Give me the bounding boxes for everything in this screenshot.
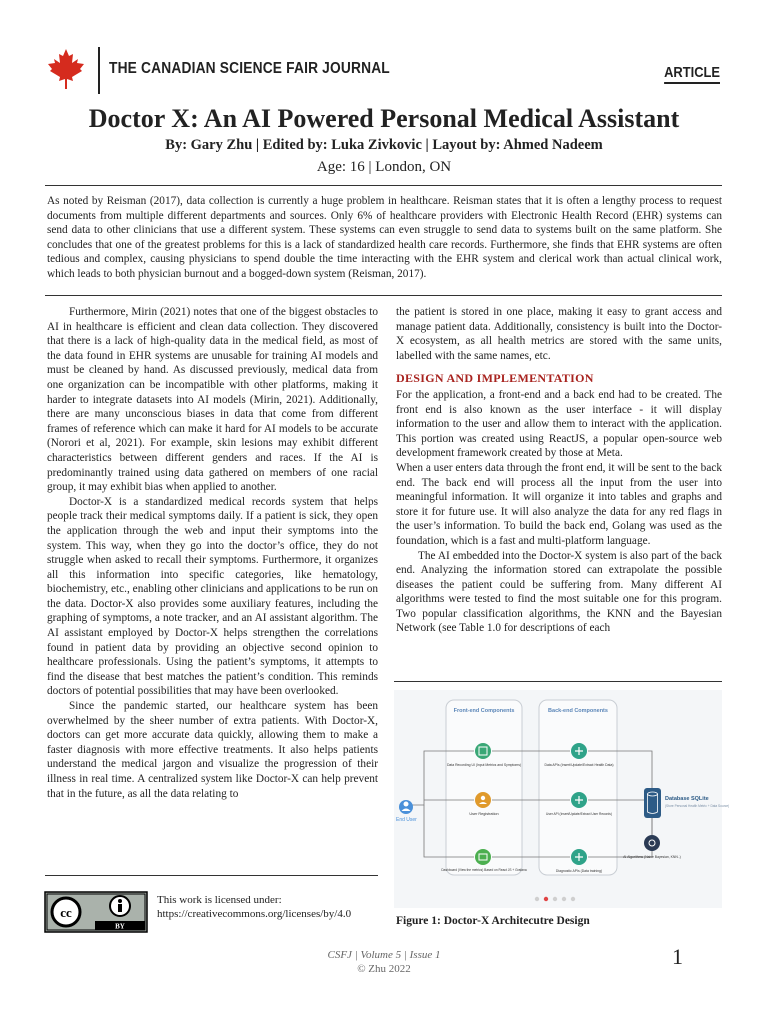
data-recording-label: Data Recording UI (Input Metrics and Symptoms) bbox=[446, 763, 522, 767]
ai-algorithms-icon bbox=[644, 835, 660, 851]
page-footer bbox=[0, 948, 768, 976]
front-end-title: Front-end Components bbox=[453, 708, 515, 714]
cc-by-license-badge bbox=[45, 892, 147, 932]
footer-copyright: © Zhu 2022 bbox=[357, 963, 411, 975]
section-heading: DESIGN AND IMPLEMENTATION bbox=[396, 371, 594, 386]
front-end-box bbox=[446, 700, 522, 875]
data-apis-label: Data APIs (Insert/Update/Extract Health Data) bbox=[544, 763, 614, 767]
diagnostic-apis-label: Diagnostic APIs (Data training) bbox=[555, 869, 603, 873]
user-registration-label: User Registration bbox=[469, 812, 499, 816]
license-line: This work is licensed under: bbox=[157, 894, 282, 906]
database-sublabel: (Store Personal Health Metric + Data Source) bbox=[665, 804, 730, 808]
body-paragraph: Since the pandemic started, our healthcare system has been overwhelmed by the sheer number of extra patients. With Doctor-X, doctors can get more accurate data quickly, allowing them to make a faster diagnosis with more effective treatments. It also helps patients understand the medical jargon and visualize the progression of their illness in real time. A centralized system like Doctor-X can help prevent that in the future, as all the data relating to bbox=[47, 700, 378, 800]
end-user-label: End User bbox=[396, 817, 417, 823]
left-column-bottom-rule bbox=[45, 875, 378, 876]
body-paragraph: Furthermore, Mirin (2021) notes that one of the biggest obstacles to AI in healthcare is efficient and clean data collection. They discovered that there is a lack of high-quality data in the medical field, as most of the data found in EHR systems are unusable for training AI models and must be cleaned by hand. As discussed previously, medical data from one organization can be incompatible with other platforms, making it harder to integrate datasets into AI models (Mirin, 2021). Additionally, there are many unconscious biases in data that come from different frames of reference which can make it hard for AI models to be accurate (Norori et al, 2021). For example, skin lesions may exhibit different characteristics between different genders and races. If the AI is predominantly trained using data gathered on members of one racial group, it may exhibit bias when applied to another. bbox=[47, 306, 378, 494]
figure-top-rule bbox=[394, 681, 722, 682]
article-title: Doctor X: An AI Powered Personal Medical Assistant bbox=[88, 104, 680, 133]
cc-icon: cc bbox=[60, 905, 72, 920]
by-label: BY bbox=[115, 922, 125, 931]
dashboard-label: Dashboard (View the metrics) Based on React JS + Grafana bbox=[441, 868, 527, 872]
database-label: Database SQLite bbox=[665, 796, 709, 802]
body-paragraph: the patient is stored in one place, making it easy to grant access and manage patient data. Additionally, consistency is built into the Doctor-X ecosystem, as all health metrics are stored with the same units, labelled with the same names, etc. bbox=[396, 306, 722, 362]
body-paragraph: When a user enters data through the front end, it will be sent to the back end. The back end will process all the input from the user into meaningful information. It will organize it into tables and graphs and store it for future use. It will also analyze the data for any red flags in the user’s information. To build the back end, Golang was used as the foundation, which is a fast and multi-platform language. bbox=[396, 461, 722, 547]
dashboard-icon bbox=[475, 849, 491, 865]
journal-name: THE CANADIAN SCIENCE FAIR JOURNAL bbox=[109, 60, 390, 77]
article-tag: ARTICLE bbox=[664, 64, 720, 84]
back-end-title: Back-end Components bbox=[548, 708, 608, 714]
data-recording-icon bbox=[475, 743, 491, 759]
ai-algorithms-label: AI Algorithms (Naive Bayesian, KNN..) bbox=[623, 855, 681, 859]
footer-issue: CSFJ | Volume 5 | Issue 1 bbox=[327, 949, 441, 961]
body-paragraph: Doctor-X is a standardized medical records system that helps people track their medical symptoms daily. If a patient is sick, they open the application through the web and input their symptoms into the system. This way, when they go into the doctor’s office, they do not struggle when asked to recall their symptoms. Furthermore, it organizes all this information into specific categories, like hematology, biochemistry, etc., enabling other clinicians and applications to be run on the data. Doctor-X also provides some auxiliary features, including the graphing of symptoms, a note tracker, and an AI assistant algorithm. The AI assistant employed by Doctor-X helps strengthen the correlations found in patient data by providing an objective second opinion to healthcare professionals. Using the patient’s symptoms, it attempts to find the disease that best matches the patient’s condition. This reminds doctors of potential possibilities that may have been overlooked. bbox=[47, 495, 378, 698]
back-end-box bbox=[539, 700, 617, 875]
intro-paragraph: As noted by Reisman (2017), data collection is currently a huge problem in healthcare. Reisman states that it is often a lengthy process to request documents from multiple different departments and sources. Only 6% of healthcare providers with Electronic Health Record (EHR) systems can send data to other clinicians that use a different system. These systems can even struggle to send data to systems built on the same platform. She concludes that one of the greatest problems for this is a lack of standardized health care records. Furthermore, she finds that EHR systems are often tedious and complex, causing physicians to spend double the time interacting with the EHR system and clerical work than actual clinical work, which leads to both physician burnout and a bogged-down system (Reisman, 2017). bbox=[47, 195, 722, 280]
body-paragraph: The AI embedded into the Doctor-X system is also part of the back end. Analyzing the information stored can extrapolate the possible diseases the patient could be suffering from. Many different AI algorithms were tested to find the most suitable one for this program. Two popular classification algorithms, the KNN and the Bayesian Network (see Table 1.0 for descriptions of each bbox=[396, 549, 722, 635]
carousel-pager bbox=[535, 897, 575, 901]
intro-top-rule bbox=[45, 185, 722, 186]
architecture-diagram bbox=[394, 690, 730, 908]
author-age-location: Age: 16 | London, ON bbox=[316, 159, 452, 175]
license-text bbox=[157, 893, 351, 921]
masthead-divider bbox=[98, 47, 100, 94]
page-number: 1 bbox=[672, 944, 683, 969]
maple-leaf-icon bbox=[44, 47, 88, 91]
license-url[interactable]: https://creativecommons.org/licenses/by/4.0 bbox=[157, 908, 352, 920]
attribution-icon bbox=[118, 899, 122, 903]
body-paragraph: For the application, a front-end and a back end had to be created. The front end is also known as the user interface - it will display information to the user and allow them to interact with the application. This portion was created using ReactJS, a popular open-source web development framework created by those at Meta. bbox=[396, 388, 722, 460]
article-byline: By: Gary Zhu | Edited by: Luka Zivkovic | Layout by: Ahmed Nadeem bbox=[165, 137, 603, 153]
right-column bbox=[396, 305, 722, 636]
intro-bottom-rule bbox=[45, 295, 722, 296]
figure-caption: Figure 1: Doctor-X Architecutre Design bbox=[396, 915, 590, 927]
user-api-label: User API (Insert/Update/Extract User Records) bbox=[546, 812, 612, 816]
left-column bbox=[47, 305, 378, 801]
